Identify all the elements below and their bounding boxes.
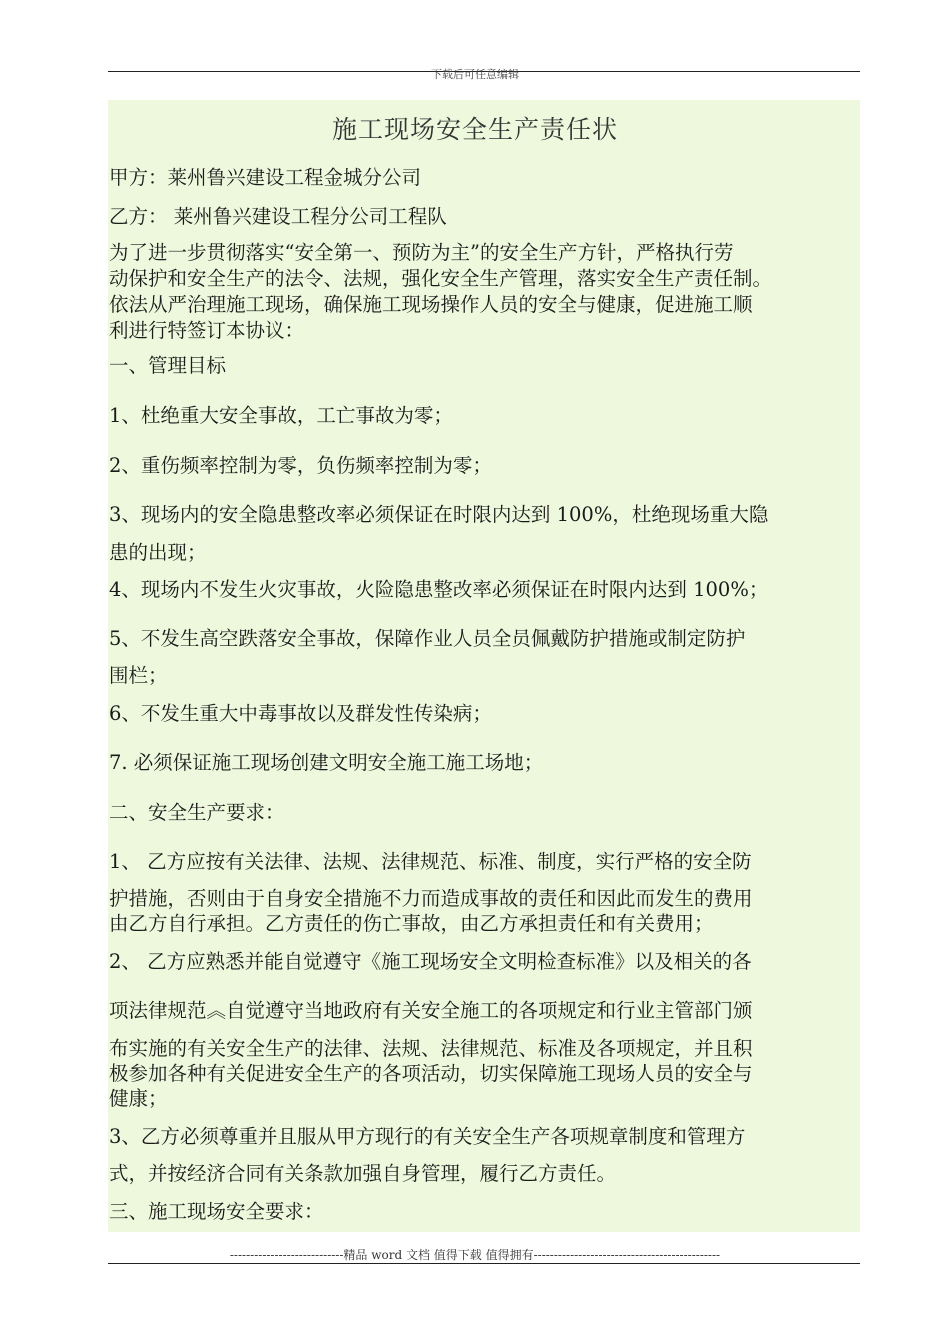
section-heading-1: 一、管理目标 [109, 354, 227, 377]
goal-item-5: 5、不发生高空跌落安全事故，保障作业人员全员佩戴防护措施或制定防护 [109, 627, 746, 650]
req-item-2: 2、 乙方应熟悉并能自觉遵守《施工现场安全文明检查标准》以及相关的各 [109, 950, 752, 973]
goal-item-5-cont: 围栏； [109, 664, 168, 687]
req-item-3-cont: 式，并按经济合同有关条款加强自身管理，履行乙方责任。 [109, 1162, 617, 1185]
footer-rule [108, 1263, 860, 1264]
goal-item-2: 2、重伤频率控制为零，负伤频率控制为零； [109, 454, 492, 477]
req-item-2-cont-1: 项法律规范︽自觉遵守当地政府有关安全施工的各项规定和行业主管部门颁 [109, 999, 753, 1022]
goal-item-4: 4、现场内不发生火灾事故，火险隐患整改率必须保证在时限内达到 100%； [109, 578, 769, 601]
req-item-3: 3、乙方必须尊重并且服从甲方现行的有关安全生产各项规章制度和管理方 [109, 1125, 746, 1148]
req-item-2-cont-4: 健康； [109, 1087, 168, 1110]
goal-item-3-cont: 患的出现； [109, 541, 207, 564]
section-heading-3: 三、施工现场安全要求： [109, 1200, 324, 1223]
goal-item-3: 3、现场内的安全隐患整改率必须保证在时限内达到 100%，杜绝现场重大隐 [109, 503, 769, 526]
goal-item-1: 1、杜绝重大安全事故，工亡事故为零； [109, 404, 453, 427]
footer-note: ----------------------------精品 word 文档 值得下载 值得拥有---------------------------------------------- [229, 1248, 721, 1262]
party-b-line: 乙方： 莱州鲁兴建设工程分公司工程队 [109, 205, 447, 228]
header-note: 下载后可任意编辑 [431, 68, 519, 81]
goal-item-6: 6、不发生重大中毒事故以及群发性传染病； [109, 702, 492, 725]
req-item-2-cont-3: 极参加各种有关促进安全生产的各项活动，切实保障施工现场人员的安全与 [109, 1062, 753, 1085]
section-heading-2: 二、安全生产要求： [109, 801, 285, 824]
req-item-1: 1、 乙方应按有关法律、法规、法律规范、标准、制度，实行严格的安全防 [109, 850, 752, 873]
req-item-1-cont-1: 护措施，否则由于自身安全措施不力而造成事故的责任和因此而发生的费用 [109, 887, 753, 910]
req-item-1-cont-2: 由乙方自行承担。乙方责任的伤亡事故，由乙方承担责任和有关费用； [109, 912, 714, 935]
document-title: 施工现场安全生产责任状 [331, 115, 618, 144]
intro-line-3: 依法从严治理施工现场，确保施工现场操作人员的安全与健康，促进施工顺 [109, 293, 753, 316]
intro-line-4: 利进行特签订本协议： [109, 319, 305, 342]
party-a-line: 甲方：莱州鲁兴建设工程金城分公司 [109, 166, 422, 189]
intro-line-2: 动保护和安全生产的法令、法规，强化安全生产管理，落实安全生产责任制。 [109, 267, 773, 290]
goal-item-7: 7. 必须保证施工现场创建文明安全施工施工场地； [109, 751, 544, 774]
req-item-2-cont-2: 布实施的有关安全生产的法律、法规、法律规范、标准及各项规定，并且积 [109, 1037, 753, 1060]
intro-line-1: 为了进一步贯彻落实“安全第一、预防为主”的安全生产方针，严格执行劳 [109, 241, 734, 264]
